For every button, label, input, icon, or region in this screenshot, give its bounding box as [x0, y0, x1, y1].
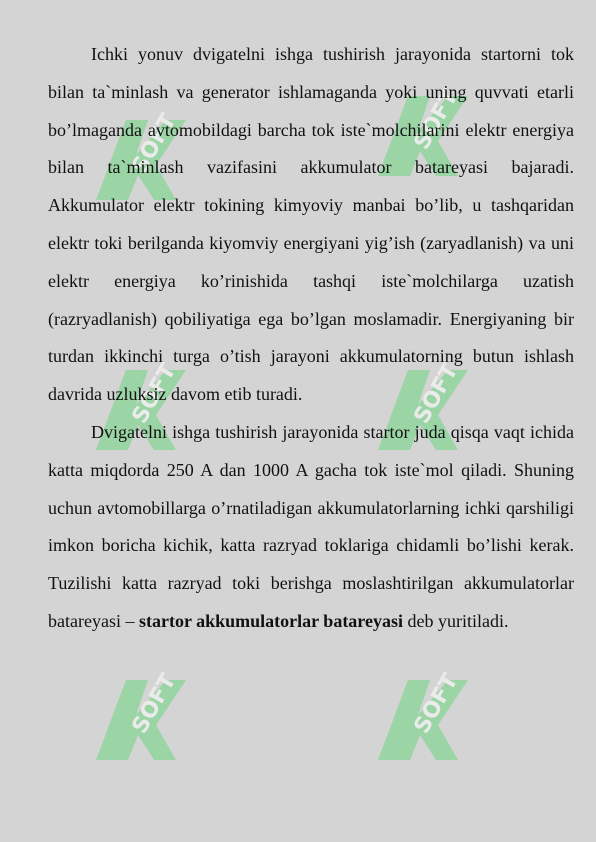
svg-text:SOFT: SOFT	[127, 359, 182, 428]
svg-text:SOFT: SOFT	[409, 669, 464, 738]
paragraph-text: Dvigatelni ishga tushirish jarayonida startor juda qisqa vaqt ichida katta miqdorda 250 A dan 1000 A gacha tok iste`mol qiladi. Shuning uchun avtomobillarga o’rnatiladigan akkumulatorlarning ichki qarshiligi imkon boricha kichik, katta razryad toklariga chidamli bo’lishi kerak. Tuzilishi katta razryad toki berishga moslashtirilgan akkumulatorlar batareyasi –	[48, 421, 574, 631]
document-body	[48, 36, 574, 641]
paragraph	[48, 36, 574, 414]
svg-text:SOFT: SOFT	[127, 109, 182, 178]
watermark-logo	[368, 640, 478, 790]
paragraph-text: deb yuritiladi.	[402, 610, 509, 631]
svg-text:SOFT: SOFT	[409, 359, 464, 428]
paragraph	[48, 414, 574, 641]
paragraph-text: Ichki yonuv dvigatelni ishga tushirish jarayonida startorni tok bilan ta`minlash va generator ishlamaganda yoki uning quvvati etarli bo’lmaganda avtomobildagi barcha tok iste`molchilarini elektr energiya bilan ta`minlash vazifasini akkumulator batareyasi bajaradi. Akkumulator elektr tokining kimyoviy manbai bo’lib, u tashqaridan elektr toki berilganda kiyomviy energiyani yig’ish (zaryadlanish) va uni elektr energiya ko’rinishida tashqi iste`molchilarga uzatish (razryadlanish) qobiliyatiga ega bo’lgan moslamadir. Energiyaning bir turdan ikkinchi turga o’tish jarayoni akkumulatorning butun ishlash davrida uzluksiz davom etib turadi.	[48, 44, 574, 405]
watermark-logo	[86, 640, 196, 790]
svg-text:SOFT: SOFT	[127, 669, 182, 738]
watermark-logo-icon	[368, 640, 478, 790]
watermark-logo-icon	[86, 640, 196, 790]
svg-text:SOFT: SOFT	[409, 85, 464, 154]
bold-term: startor akkumulatorlar batareyasi	[138, 610, 403, 631]
